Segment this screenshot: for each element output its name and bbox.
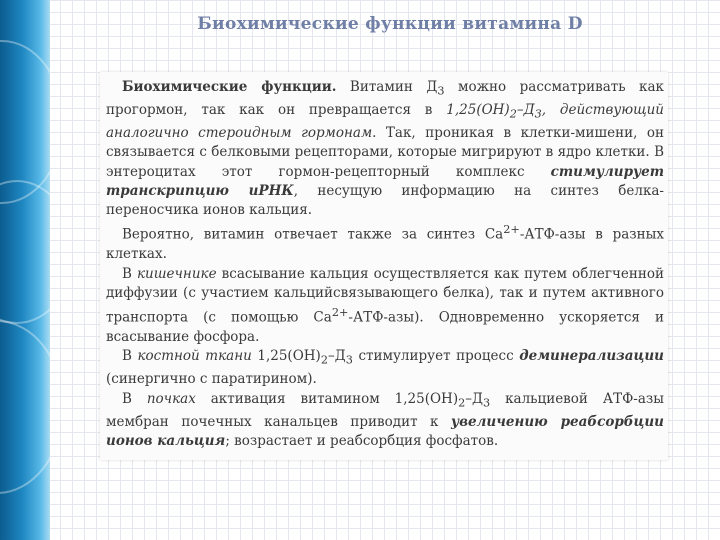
text-run: –Д — [465, 390, 483, 407]
text-run: . Так, проникая в клетки-мишени, он связывается с белковыми рецепторами, которые мигрируют в ядро клетки. В энтероцитах этот гормон-рецепторный комплекс — [106, 124, 664, 180]
subscript: 3 — [437, 84, 445, 98]
subscript: 2 — [458, 396, 466, 410]
lead-term: Биохимические функции. — [122, 79, 337, 95]
italic-run: , действующий аналогично стероидным гормонам — [106, 101, 664, 141]
paragraph-3 — [100, 265, 668, 348]
paragraph-4 — [100, 347, 668, 389]
superscript: 2+ — [503, 223, 520, 237]
text-run: активация витамином 1,25(ОН) — [195, 390, 459, 407]
italic-run: –Д — [516, 101, 535, 118]
text-run: В — [122, 348, 138, 365]
text-run: стимулирует процесс — [352, 348, 520, 365]
text-run: кальциевой АТФ-азы мембран почечных канальцев приводит к — [106, 390, 664, 430]
paragraph-5 — [100, 390, 668, 452]
subscript: 2 — [509, 107, 517, 121]
subscript: 3 — [483, 396, 491, 410]
text-run: Витамин Д — [336, 79, 438, 95]
text-run: -АТФ-азы). Одновременно ускоряется и всасывание фосфора. — [106, 309, 664, 345]
text-run: можно рассматривать как прогормон, так как он превращается в — [106, 79, 664, 118]
subscript: 3 — [345, 353, 353, 367]
text-run: В — [122, 265, 137, 282]
italic-run: 1,25(ОН) — [446, 101, 510, 118]
scanned-page — [100, 72, 668, 460]
text-run: Вероятно, витамин отвечает также за синтез Са — [122, 226, 504, 243]
subscript: 2 — [320, 353, 328, 367]
italic-run: костной ткани — [137, 348, 252, 365]
superscript: 2+ — [331, 306, 349, 320]
paragraph-1 — [100, 72, 668, 220]
text-run: всасывание кальция осуществляется как путем облегченной диффузии (с участием кальцийсвязывающего белка), так и путем активного транспорта (с помощью Са — [106, 265, 664, 326]
subscript: 3 — [534, 107, 542, 121]
text-run: В — [122, 390, 147, 407]
text-run: -АТФ-азы в разных клетках. — [106, 226, 664, 263]
text-run: 1,25(ОН) — [251, 348, 321, 365]
italic-run: кишечнике — [137, 265, 217, 282]
slide-title: Биохимические функции витамина D — [197, 14, 583, 34]
text-run: , несущую информацию на синтез белка-переносчика ионов кальция. — [106, 182, 664, 219]
emphasis-run: стимулирует транскрипцию иРНК — [106, 163, 664, 199]
decorative-sidebar — [0, 0, 50, 540]
text-run: ; возрастает и реабсорбция фосфатов. — [225, 432, 499, 449]
text-run: (синергично с паратирином). — [106, 371, 317, 388]
italic-run: почках — [146, 390, 196, 407]
paragraph-2 — [100, 220, 668, 264]
text-run: –Д — [327, 348, 346, 365]
emphasis-run: увеличению реабсорбции ионов кальция — [106, 413, 664, 449]
emphasis-run: деминерализации — [519, 348, 664, 365]
